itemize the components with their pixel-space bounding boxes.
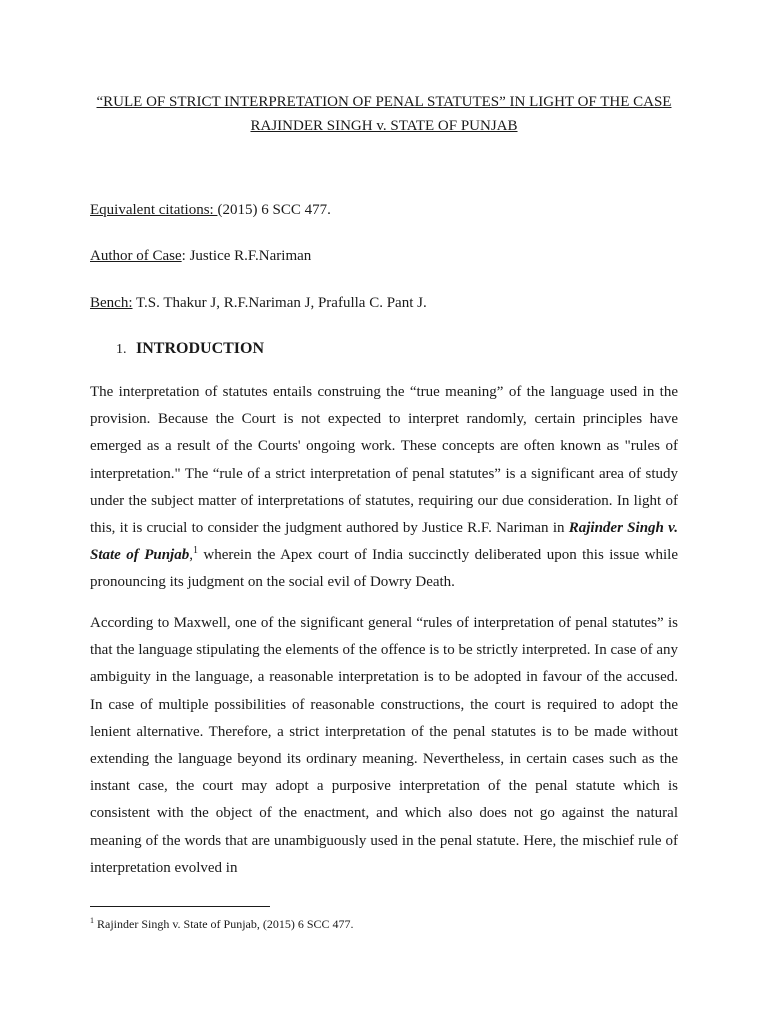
section-number: 1. [116,342,127,357]
introduction-paragraph-2: According to Maxwell, one of the significant general “rules of interpretation of penal statutes” is that the language stipulating the elements of the offence is to be strictly interpreted. In case of any ambiguity in the language, a reasonable interpretation is to be adopted in favour of the accused. In case of multiple possibilities of reasonable constructions, the court is required to adopt the lenient alternative. Therefore, a strict interpretation of the penal statutes is to be made without extending the language beyond its ordinary meaning. Nevertheless, in certain cases such as the instant case, the court may adopt a purposive interpretation of the penal statute which is consistent with the object of the enactment, and which also does not go against the natural meaning of the words that are unambiguously used in the penal statute. Here, the mischief rule of interpretation evolved in [90,615,678,876]
footnote-divider [90,906,270,907]
section-title: INTRODUCTION [136,340,265,357]
author-of-case [90,246,311,266]
document-title-line-2: RAJINDER SINGH v. STATE OF PUNJAB [250,118,518,134]
citations-value: (2015) 6 SCC 477. [217,202,331,218]
document-title-line-1: “RULE OF STRICT INTERPRETATION OF PENAL STATUTES” IN LIGHT OF THE CASE [96,94,672,110]
bench-value: T.S. Thakur J, R.F.Nariman J, Prafulla C. Pant J. [132,295,427,311]
footnote [90,916,354,932]
footnote-number: 1 [90,916,94,925]
footnote-text: Rajinder Singh v. State of Punjab, (2015) 6 SCC 477. [94,917,354,931]
equivalent-citations [90,200,331,220]
case-name: Rajinder Singh v. State of Punjab [90,520,678,564]
section-heading [116,339,264,360]
citations-label: Equivalent citations: [90,202,218,218]
paragraph-1-text-start: The interpretation of statutes entails construing the “true meaning” of the language used in the provision. Because the Court is not expected to interpret randomly, certain principles have emerged as a result of the Courts' ongoing work. These concepts are often known as "rules of interpretation." The “rule of a strict interpretation of penal statutes” is a significant area of study under the subject matter of interpretations of statutes, requiring our due consideration. In light of this, it is crucial to consider the judgment authored by Justice R.F. Nariman in [90,384,678,537]
bench-label: Bench: [90,295,133,311]
paragraph-1-text-end: wherein the Apex court of India succinctly deliberated upon this issue while pronouncing its judgment on the social evil of Dowry Death. [90,547,678,591]
footnote-reference[interactable]: 1 [192,545,198,557]
case-comma: , [189,547,193,564]
introduction-paragraph-1 [90,379,678,597]
bench [90,293,427,313]
author-value: : Justice R.F.Nariman [181,248,312,264]
author-label: Author of Case [90,248,182,264]
